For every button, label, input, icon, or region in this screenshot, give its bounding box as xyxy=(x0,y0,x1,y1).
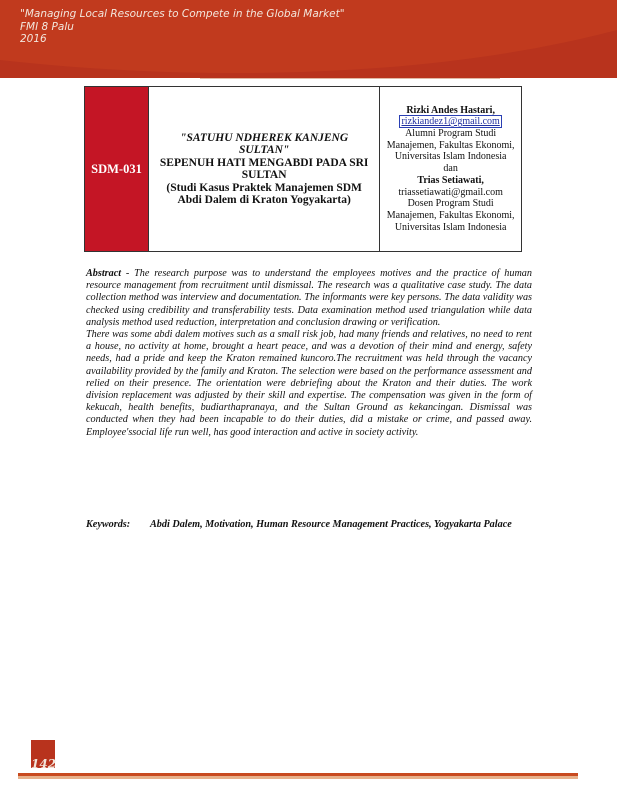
keywords-label: Keywords: xyxy=(86,519,131,530)
footer-rule-shade xyxy=(18,776,578,779)
paper-info-table xyxy=(84,86,522,252)
abstract xyxy=(86,268,532,439)
author1-email-link[interactable]: rizkiandez1@gmail.com xyxy=(401,116,500,128)
page-number: 142 xyxy=(31,757,57,771)
author-separator: dan xyxy=(443,163,458,175)
paper-title-main: SEPENUH HATI MENGABDI PADA SRI SULTAN xyxy=(159,156,369,181)
conference-location: FMI 8 Palu xyxy=(20,20,74,33)
paper-title xyxy=(149,87,380,252)
author2-affiliation: Dosen Program Studi Manajemen, Fakultas Ekonomi, Universitas Islam Indonesia xyxy=(386,198,515,233)
author2-email: triassetiawati@gmail.com xyxy=(398,186,503,198)
author2-name: Trias Setiawati, xyxy=(417,174,484,186)
abstract-paragraph-1 xyxy=(86,268,532,329)
authors-cell xyxy=(380,87,522,252)
abstract-label: Abstract xyxy=(86,268,122,279)
paper-code: SDM-031 xyxy=(85,87,149,252)
paper-title-sub: (Studi Kasus Praktek Manajemen SDM Abdi Dalem di Kraton Yogyakarta) xyxy=(166,181,362,206)
header-divider xyxy=(200,78,500,79)
abstract-text-1: - The research purpose was to understand the employees motives and the practice of human resource management from recruitment until dismissal. The research was a qualitative case study. The data collection method was interview and documentation. The informants were key persons. The data validity was checked using credibility and transferability tests. Data examination method used triangulation while data analysis method used reduction, interpretation and conclusion drawing or verification. xyxy=(86,268,532,328)
keywords-text: Abdi Dalem, Motivation, Human Resource Management Practices, Yogyakarta Palace xyxy=(150,519,512,530)
author1-affiliation: Alumni Program Studi Manajemen, Fakultas Ekonomi, Universitas Islam Indonesia xyxy=(386,128,515,163)
conference-header xyxy=(20,8,345,46)
conference-year: 2016 xyxy=(20,33,47,45)
paper-title-italic: "SATUHU NDHEREK KANJENG SULTAN" xyxy=(180,131,349,156)
abstract-paragraph-2: There was some abdi dalem motives such as a small risk job, had many friends and relatives, no need to rent a house, no activity at home, brought a heart peace, and was a devotion of their mind and energy, safety needs, had a pride and keep the Kraton remained kuncoro.The recruitment was held through the vacancy availability provided by the family and Kraton. The selection were based on the performance assessment and relied on their presence. The orientation were debriefing about the Kraton and their duties. The work division replacement was adjusted by their skill and expertise. The compensation was given in the form of kekucah, health benefits, budiarthapranaya, and the Sultan Ground as kekancingan. Dismissal was conducted when they had been incapable to do their duties, did a mistake or crime, and passed away. Employee'ssocial life run well, has good interaction and active in society activity. xyxy=(86,329,532,438)
author1-name: Rizki Andes Hastari, xyxy=(406,104,495,116)
conference-title: "Managing Local Resources to Compete in the Global Market" xyxy=(20,8,345,20)
keywords xyxy=(86,519,532,532)
